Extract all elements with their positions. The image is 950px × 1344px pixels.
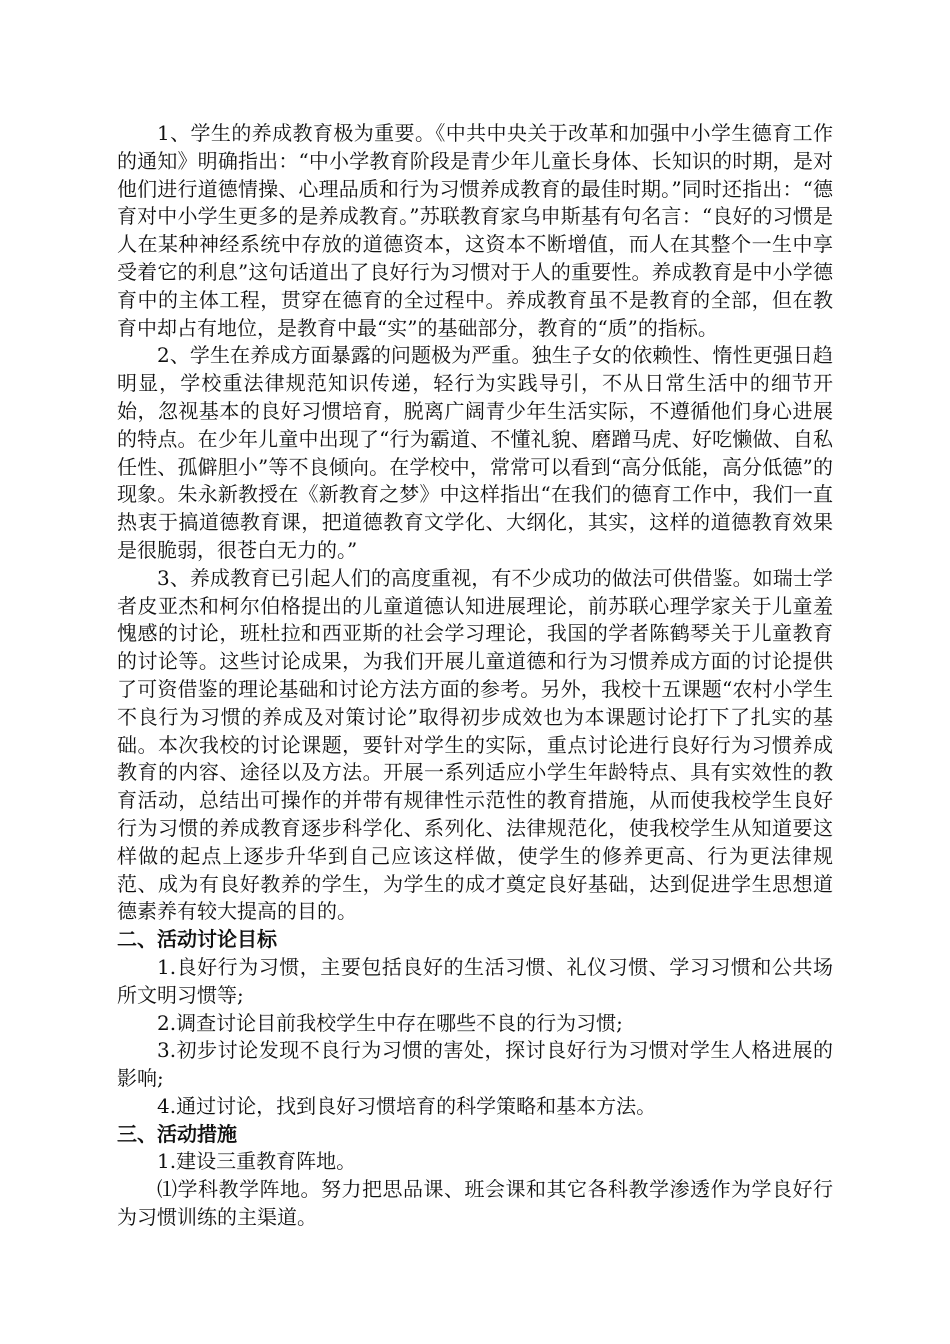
- goal-item-4: 4.通过讨论，找到良好习惯培育的科学策略和基本方法。: [157, 1093, 657, 1118]
- goal-item-2: 2.调查讨论目前我校学生中存在哪些不良的行为习惯;: [157, 1010, 623, 1035]
- paragraph-2: 2、学生在养成方面暴露的问题极为严重。独生子女的依赖性、惰性更强日趋明显，学校重法律规范知识传递，轻行为实践导引，不从日常生活中的细节开始，忽视基本的良好习惯培育，脱离广阔青少年生活实际，不遵循他们身心进展的特点。在少年儿童中出现了“行为霸道、不懂礼貌、磨蹭马虎、好吃懒做、自私任性、孤僻胆小”等不良倾向。在学校中，常常可以看到“高分低能，高分低德”的现象。朱永新教授在《新教育之梦》中这样指出“在我们的德育工作中，我们一直热衷于搞道德教育课，把道德教育文学化、大纲化，其实，这样的道德教育效果是很脆弱，很苍白无力的。”: [117, 343, 833, 562]
- measure-item-2: ⑴学科教学阵地。努力把思品课、班会课和其它各科教学渗透作为学良好行为习惯训练的主渠道。: [117, 1177, 833, 1230]
- goal-item-3: 3.初步讨论发现不良行为习惯的害处，探讨良好行为习惯对学生人格进展的影响;: [117, 1038, 833, 1091]
- paragraph-1: 1、学生的养成教育极为重要。《中共中央关于改革和加强中小学生德育工作的通知》明确指出：“中小学教育阶段是青少年儿童长身体、长知识的时期，是对他们进行道德情操、心理品质和行为习惯养成教育的最佳时期。”同时还指出：“德育对中小学生更多的是养成教育。”苏联教育家乌申斯基有句名言：“良好的习惯是人在某种神经系统中存放的道德资本，这资本不断增值，而人在其整个一生中享受着它的利息”这句话道出了良好行为习惯对于人的重要性。养成教育是中小学德育中的主体工程，贯穿在德育的全过程中。养成教育虽不是教育的全部，但在教育中却占有地位，是教育中最“实”的基础部分，教育的“质”的指标。: [117, 121, 833, 340]
- section-heading-goals: 二、活动讨论目标: [117, 927, 277, 952]
- section-heading-measures: 三、活动措施: [117, 1121, 237, 1146]
- goal-item-1: 1.良好行为习惯，主要包括良好的生活习惯、礼仪习惯、学习习惯和公共场所文明习惯等;: [117, 954, 833, 1007]
- measure-item-1: 1.建设三重教育阵地。: [157, 1149, 357, 1174]
- paragraph-3: 3、养成教育已引起人们的高度重视，有不少成功的做法可供借鉴。如瑞士学者皮亚杰和柯尔伯格提出的儿童道德认知进展理论，前苏联心理学家关于儿童羞愧感的讨论，班杜拉和西亚斯的社会学习理论，我国的学者陈鹤琴关于儿童教育的讨论等。这些讨论成果，为我们开展儿童道德和行为习惯养成方面的讨论提供了可资借鉴的理论基础和讨论方法方面的参考。另外，我校十五课题“农村小学生不良行为习惯的养成及对策讨论”取得初步成效也为本课题讨论打下了扎实的基础。本次我校的讨论课题，要针对学生的实际，重点讨论进行良好行为习惯养成教育的内容、途径以及方法。开展一系列适应小学生年龄特点、具有实效性的教育活动，总结出可操作的并带有规律性示范性的教育措施，从而使我校学生良好行为习惯的养成教育逐步科学化、系列化、法律规范化，使我校学生从知道要这样做的起点上逐步升华到自己应该这样做，使学生的修养更高、行为更法律规范、成为有良好教养的学生，为学生的成才奠定良好基础，达到促进学生思想道德素养有较大提高的目的。: [117, 565, 833, 924]
- document-body: [117, 120, 833, 1232]
